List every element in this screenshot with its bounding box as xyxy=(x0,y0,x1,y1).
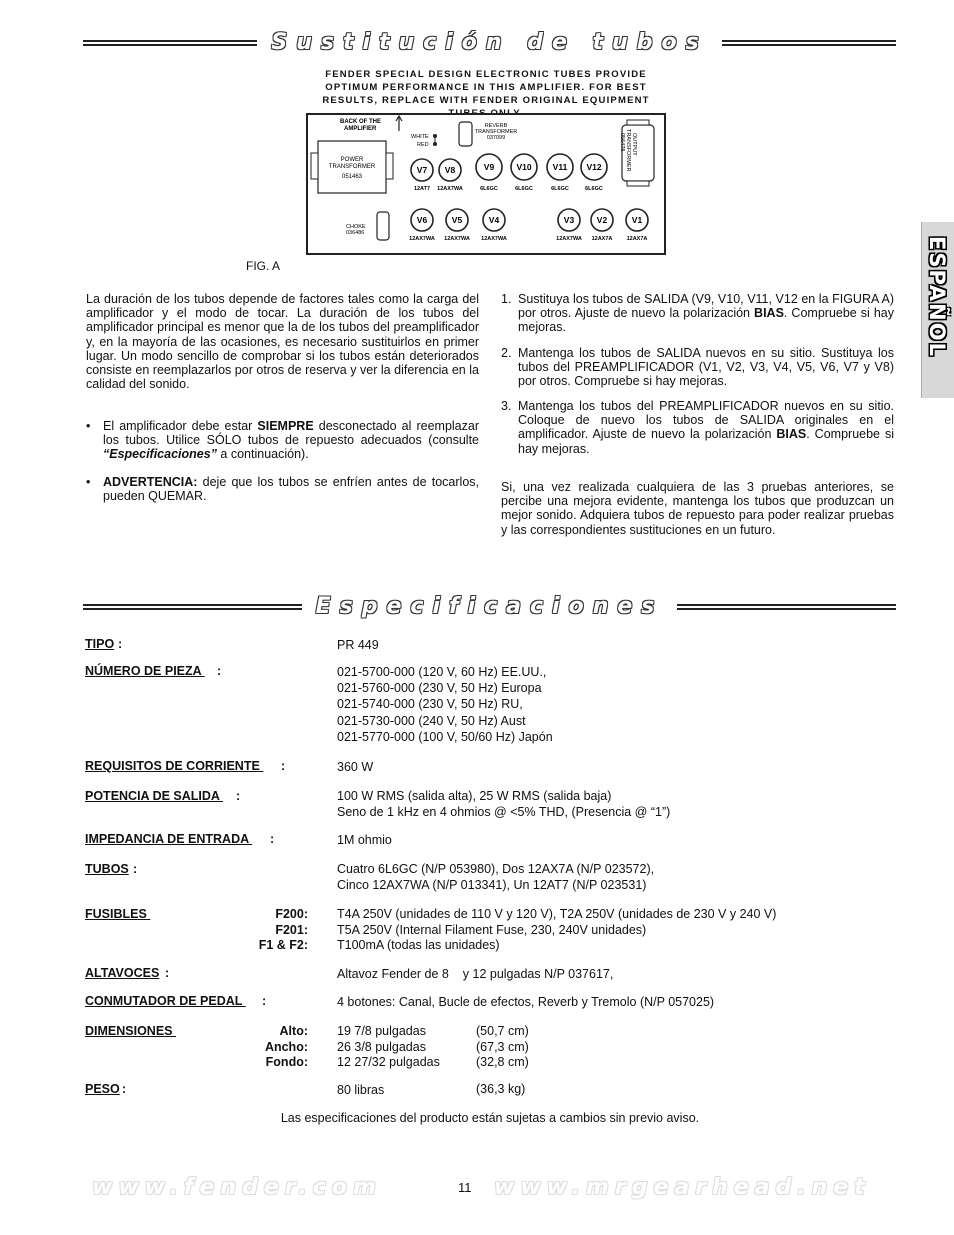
tube-id-v1: V1 xyxy=(631,215,643,225)
tubes-line: Cuatro 6L6GC (N/P 053980), Dos 12AX7A (N/P 023572), xyxy=(337,862,655,876)
fuse-id: F201: xyxy=(275,922,308,937)
step-number: 1. xyxy=(501,292,512,306)
choke-label: CHOKE xyxy=(346,224,366,230)
tube-type-v7: 12AT7 xyxy=(413,186,431,192)
tube-id-v5: V5 xyxy=(451,215,463,225)
tube-id-v12: V12 xyxy=(586,162,602,172)
tube-type-v9: 6L6GC xyxy=(480,186,498,192)
language-side-tab xyxy=(921,222,954,398)
spec-label-pieza: NÚMERO DE PIEZA xyxy=(85,664,205,678)
back-of-amp-label-2: AMPLIFIER xyxy=(344,126,377,132)
bullet-text: El amplificador debe estar xyxy=(103,419,258,433)
dimension-axis: Alto: xyxy=(279,1024,308,1038)
reverb-transformer-label: REVERB xyxy=(484,123,508,129)
spec-value-tipo: PR 449 xyxy=(337,638,379,652)
red-wire-label: RED xyxy=(417,142,429,148)
step-number: 2. xyxy=(501,346,512,360)
spec-label-tubos: TUBOS xyxy=(85,862,129,876)
power-transformer-pn: 051463 xyxy=(341,174,363,180)
spec-values-dimensiones-metric xyxy=(476,1024,529,1071)
tube-type-v3: 12AX7WA xyxy=(556,236,582,242)
step-text: Sustituya los tubos de SALIDA (V9, V10, V11, V12 en la FIGURA A) por otros. Ajuste de nuevo la polarización xyxy=(518,292,894,321)
spec-value-pedal: 4 botones: Canal, Bucle de efectos, Reverb y Tremolo (N/P 057025) xyxy=(337,995,715,1009)
bullet-advertencia xyxy=(86,475,479,503)
colon: : xyxy=(133,862,138,876)
colon: : xyxy=(236,789,241,803)
step-bold: BIAS xyxy=(776,427,807,442)
tube-type-v10: 6L6GC xyxy=(515,186,533,192)
colon: : xyxy=(270,832,275,846)
output-transformer-label-2: TRANSFORMER xyxy=(625,129,631,172)
fuse-id: F200: xyxy=(275,907,308,921)
tube-id-v11: V11 xyxy=(552,162,568,172)
spec-values-potencia xyxy=(337,789,670,820)
section-heading-especificaciones xyxy=(83,594,896,619)
section-heading-tubos xyxy=(83,30,896,55)
step-text: . Compruebe si hay mejoras. xyxy=(518,427,894,456)
step-number: 3. xyxy=(501,399,512,413)
reverb-transformer-label-2: TRANSFORMER xyxy=(474,129,518,135)
step-text: . Compruebe si hay mejoras. xyxy=(518,306,895,335)
spec-label-pedal: CONMUTADOR DE PEDAL xyxy=(85,994,246,1008)
power-line: Seno de 1 kHz en 4 ohmios @ <5% THD, (Presencia @ “1”) xyxy=(337,804,671,819)
spec-label-peso: PESO xyxy=(85,1082,120,1096)
disclaimer: Las especificaciones del producto están sujetas a cambios sin previo aviso. xyxy=(280,1111,700,1125)
dimension-metric: (32,8 cm) xyxy=(476,1055,529,1069)
step-3 xyxy=(501,399,894,456)
tube-type-v11: 6L6GC xyxy=(551,186,569,192)
part-number: 021-5770-000 (100 V, 50/60 Hz) Japón xyxy=(337,729,553,744)
spec-label-potencia: POTENCIA DE SALIDA xyxy=(85,789,223,803)
tube-type-v4: 12AX7WA xyxy=(481,236,507,242)
reverb-transformer-shape xyxy=(459,122,472,146)
spec-label-dimensiones: DIMENSIONES xyxy=(85,1024,176,1038)
language-label: ESPAÑOL xyxy=(925,236,949,358)
dimension-value: 12 27/32 pulgadas xyxy=(337,1055,440,1069)
tube-type-v1: 12AX7A xyxy=(626,236,648,242)
reverb-transformer-pn: 037099 xyxy=(486,135,506,141)
white-wire-label: WHITE xyxy=(411,134,429,140)
tube-id-v2: V2 xyxy=(596,215,608,225)
choke-pn: 036486 xyxy=(346,230,365,236)
fuse-value: T4A 250V (unidades de 110 V y 120 V), T2A 250V (unidades de 230 V y 240 V) xyxy=(337,907,777,921)
step-text: Mantenga los tubos del PREAMPLIFICADOR nuevos en su sitio. Coloque de nuevo los tubos de SALIDA originales en el amplificador. Ajuste de nuevo la polarización xyxy=(518,399,894,442)
dimension-axis: Fondo: xyxy=(265,1055,308,1069)
step-text: Mantenga los tubos de SALIDA nuevos en su sitio. Sustituya los tubos del PREAMPLIFICADOR (V1, V2, V3, V4, V5, V6, V7 y V8) por otros. Compruebe si hay mejoras. xyxy=(518,346,894,389)
spec-value-altavoces: Altavoz Fender de 8 y 12 pulgadas N/P 037617, xyxy=(337,967,614,981)
heading-rule-right xyxy=(677,604,896,610)
fuse-id: F1 & F2: xyxy=(258,938,308,952)
power-transformer-label: POWER xyxy=(340,157,364,163)
tube-id-v3: V3 xyxy=(563,215,575,225)
heading-rule-left xyxy=(83,604,302,610)
step-1 xyxy=(501,292,894,335)
warning-label: ADVERTENCIA: xyxy=(103,475,198,489)
step-bold: BIAS xyxy=(754,306,784,321)
bullet-dot: • xyxy=(86,419,91,433)
spec-value-peso-metric: (36,3 kg) xyxy=(476,1082,526,1096)
tube-notice: FENDER SPECIAL DESIGN ELECTRONIC TUBES PROVIDE OPTIMUM PERFORMANCE IN THIS AMPLIFIER. FOR BEST RESULTS, REPLACE WITH FENDER ORIGINAL EQUIPMENT xyxy=(322,69,650,106)
warning-text: deje que los tubos se enfríen antes de tocarlos, pueden QUEMAR. xyxy=(103,475,479,504)
colon: : xyxy=(262,994,267,1008)
heading-rule-left xyxy=(83,40,257,46)
page-number: 11 xyxy=(458,1180,472,1195)
spec-values-dimensiones xyxy=(337,1024,440,1071)
bullet-text: a continuación). xyxy=(216,447,309,462)
fuse-value: T100mA (todas las unidades) xyxy=(337,938,500,952)
bullet-bold: SIEMPRE xyxy=(257,419,314,433)
bullet-italic: “Especificaciones” xyxy=(103,447,217,462)
tube-id-v4: V4 xyxy=(488,215,500,225)
spec-label-fusibles: FUSIBLES xyxy=(85,907,151,921)
tubes-line: Cinco 12AX7WA (N/P 013341), Un 12AT7 (N/P 023531) xyxy=(337,877,647,892)
part-number: 021-5760-000 (230 V, 50 Hz) Europa xyxy=(337,681,542,696)
tube-id-v9: V9 xyxy=(483,162,495,172)
colon: : xyxy=(118,637,123,651)
conclusion-paragraph: Si, una vez realizada cualquiera de las 3 pruebas anteriores, se percibe una mejora evidente, mantenga los tubos que produzcan un mejor sonido. Adquiera tubos de repuesto para poder realizar pruebas y las correspondientes sustituciones en un futuro. xyxy=(501,480,894,537)
spec-value-peso: 80 libras xyxy=(337,1083,385,1097)
power-line: 100 W RMS (salida alta), 25 W RMS (salida baja) xyxy=(337,789,612,803)
bullet-text: desconectado al reemplazar los tubos. Utilice SÓLO tubos de repuesto adecuados (consulte xyxy=(103,419,479,448)
fuse-labels xyxy=(218,907,308,954)
dimension-axis: Ancho: xyxy=(264,1039,308,1054)
tube-id-v6: V6 xyxy=(416,215,428,225)
intro-paragraph: La duración de los tubos depende de factores tales como la carga del amplificador y el modo de tocar. La duración de los tubos del amplificador principal es menor que la de los tubos del preamplificador y, en la mayoría de las ocasiones, es necesario sustituirlos en primer lugar. Un modo sencillo de comprobar si los tubos están deteriorados consiste en reemplazarlos por otros de reserva y ver la diferencia en la calidad del sonido. xyxy=(86,292,479,392)
bullet-dot: • xyxy=(86,475,91,489)
spec-value-corriente: 360 W xyxy=(337,760,374,774)
spec-label-impedancia: IMPEDANCIA DE ENTRADA xyxy=(85,832,253,846)
part-number: 021-5740-000 (230 V, 50 Hz) RU, xyxy=(337,697,523,712)
spec-values-fusibles xyxy=(337,907,776,954)
spec-values-tubos xyxy=(337,862,654,893)
colon: : xyxy=(122,1082,127,1096)
tube-id-v10: V10 xyxy=(516,162,532,172)
dimension-value: 26 3/8 pulgadas xyxy=(337,1039,426,1054)
choke-shape xyxy=(377,212,389,240)
dimension-metric: (50,7 cm) xyxy=(476,1024,529,1038)
fuse-value: T5A 250V (Internal Filament Fuse, 230, 240V unidades) xyxy=(337,922,647,937)
bullet-siempre xyxy=(86,419,479,462)
tube-layout-diagram xyxy=(306,113,666,255)
back-of-amp-label: BACK OF THE xyxy=(340,119,381,125)
colon: : xyxy=(165,966,170,980)
tube-type-v8: 12AX7WA xyxy=(437,186,463,192)
spec-label-tipo: TIPO xyxy=(85,637,115,651)
part-number: 021-5730-000 (240 V, 50 Hz) Aust xyxy=(337,713,526,728)
output-transformer-label: OUTPUT xyxy=(631,133,637,156)
power-transformer-label-2: TRANSFORMER xyxy=(328,164,376,170)
tube-type-v12: 6L6GC xyxy=(585,186,603,192)
watermark-mrgearhead: www.mrgearhead.net xyxy=(494,1175,871,1200)
tube-type-v6: 12AX7WA xyxy=(409,236,435,242)
section-title: Especificaciones xyxy=(315,594,664,619)
tube-id-v7: V7 xyxy=(416,165,428,175)
tube-id-v8: V8 xyxy=(444,165,456,175)
watermark-fender: www.fender.com xyxy=(92,1175,382,1200)
step-2 xyxy=(501,346,894,389)
output-transformer-pn: 056478 xyxy=(619,133,625,152)
spec-value-impedancia: 1M ohmio xyxy=(337,833,392,847)
tube-type-v2: 12AX7A xyxy=(591,236,613,242)
dimension-metric: (67,3 cm) xyxy=(476,1039,529,1054)
spec-label-altavoces: ALTAVOCES xyxy=(85,966,160,980)
part-number: 021-5700-000 (120 V, 60 Hz) EE.UU., xyxy=(337,665,547,679)
colon: : xyxy=(281,759,286,773)
figure-label: FIG. A xyxy=(246,259,281,273)
heading-rule-right xyxy=(722,40,896,46)
dimension-value: 19 7/8 pulgadas xyxy=(337,1024,426,1038)
tube-type-v5: 12AX7WA xyxy=(444,236,470,242)
section-title: Sustitución de tubos xyxy=(271,30,708,55)
colon: : xyxy=(217,664,222,678)
spec-values-pieza xyxy=(337,664,553,745)
spec-label-corriente: REQUISITOS DE CORRIENTE xyxy=(85,759,264,773)
dimension-labels xyxy=(218,1024,308,1071)
